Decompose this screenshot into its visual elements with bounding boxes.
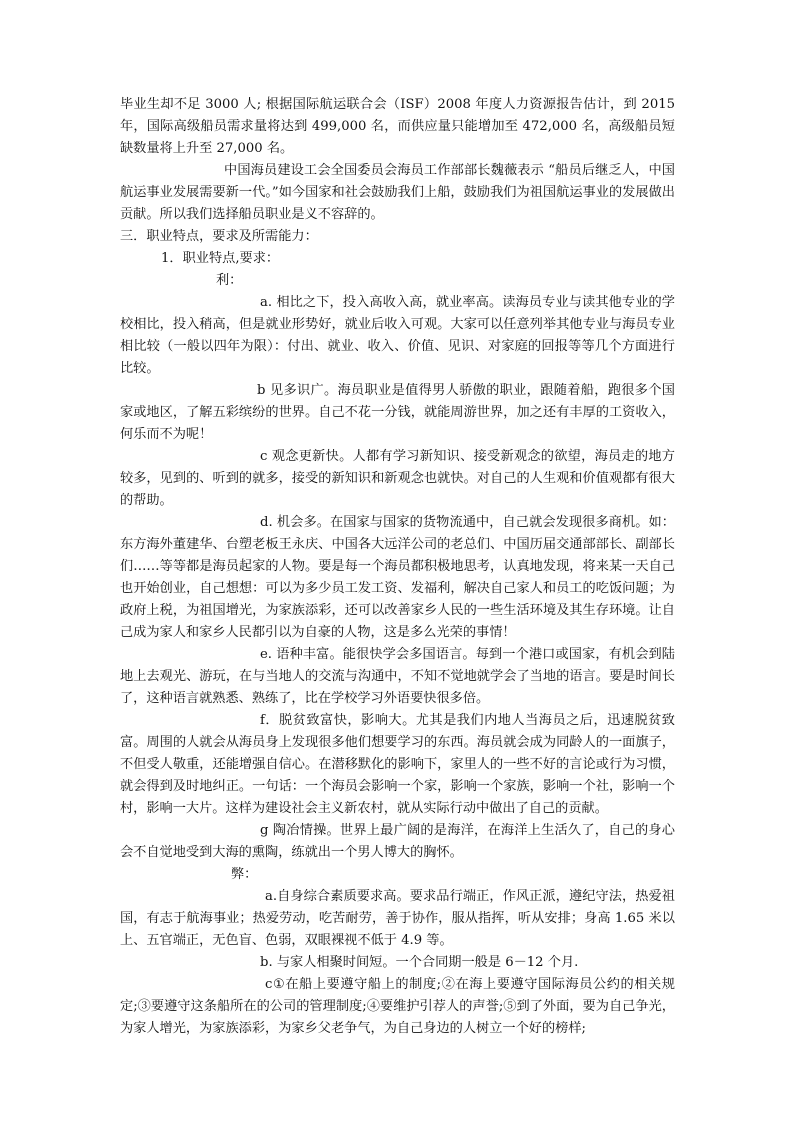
- con-item-a: a.自身综合素质要求高。要求品行端正，作风正派，遵纪守法，热爱祖国，有志于航海事业；热爱劳动，吃苦耐劳，善于协作，服从指挥，听从安排；身高 1.65 米以上、五官端正，无色盲、色弱，双眼裸视不低于 4.9 等。: [120, 889, 675, 948]
- document-body: [120, 94, 675, 1040]
- subsection-heading-1: 1．职业特点,要求：: [161, 251, 280, 266]
- section-heading-3: 三．职业特点，要求及所需能力：: [120, 229, 318, 244]
- pro-item-f: f．脱贫致富快，影响大。尤其是我们内地人当海员之后，迅速脱贫致富。周围的人就会从海员身上发现很多他们想要学习的东西。海员就会成为同龄人的一面旗子，不但受人敬重，还能增强自信心。在潜移默化的影响下，家里人的一些不好的言论或行为习惯，就会得到及时地纠正。一句话：一个海员会影响一个家，影响一个家族，影响一个社，影响一个村，影响一大片。这样为建设社会主义新农村，就从实际行动中做出了自己的贡献。: [120, 713, 675, 816]
- paragraph-union-quote: 中国海员建设工会全国委员会海员工作部部长魏薇表示 “船员后继乏人，中国航运事业发展需要新一代。”如今国家和社会鼓励我们上船，鼓励我们为祖国航运事业的发展做出贡献。所以我们选择船员职业是义不容辞的。: [120, 163, 675, 222]
- pro-item-d: d. 机会多。在国家与国家的货物流通中，自己就会发现很多商机。如：东方海外董建华、台塑老板王永庆、中国各大远洋公司的老总们、中国历届交通部部长、副部长们……等等都是海员起家的人物。要是每一个海员都积极地思考，认真地发现，将来某一天自己也开始创业，自己想想：可以为多少员工发工资、发福利，解决自己家人和员工的吃饭问题；为政府上税，为祖国增光，为家族添彩，还可以改善家乡人民的一些生活环境及其生存环境。让自己成为家人和家乡人民都引以为自豪的人物，这是多么光荣的事情！: [120, 515, 675, 640]
- pro-item-c: c 观念更新快。人都有学习新知识、接受新观念的欲望，海员走的地方较多，见到的、听到的就多，接受的新知识和新观念也就快。对自己的人生观和价值观都有很大的帮助。: [120, 449, 675, 508]
- pros-heading: 利：: [216, 273, 243, 288]
- con-item-c: c①在船上要遵守船上的制度;②在海上要遵守国际海员公约的相关规定;③要遵守这条船所在的公司的管理制度;④要维护引荐人的声誉;⑤到了外面，要为自己争光，为家人增光，为家族添彩，为家乡父老争气，为自己身边的人树立一个好的榜样;: [120, 977, 675, 1036]
- pro-item-g: g 陶冶情操。世界上最广阔的是海洋，在海洋上生活久了，自己的身心会不自觉地受到大海的熏陶，练就出一个男人博大的胸怀。: [120, 823, 675, 860]
- pro-item-a: a. 相比之下，投入高收入高，就业率高。读海员专业与读其他专业的学校相比，投入稍高，但是就业形势好，就业后收入可观。大家可以任意列举其他专业与海员专业相比较（一般以四年为限）：付出、就业、收入、价值、见识、对家庭的回报等等几个方面进行比较。: [120, 295, 675, 376]
- paragraph-shortage-stats: 毕业生却不足 3000 人; 根据国际航运联合会（ISF）2008 年度人力资源报告估计，到 2015 年，国际高级船员需求量将达到 499,000 名，而供应量只能增加至 472,000 名，高级船员短缺数量将上升至 27,000 名。: [120, 97, 675, 156]
- pro-item-b: b 见多识广。海员职业是值得男人骄傲的职业，跟随着船，跑很多个国家或地区，了解五彩缤纷的世界。自己不花一分钱，就能周游世界，加之还有丰厚的工资收入，何乐而不为呢！: [120, 383, 675, 442]
- con-item-b: b. 与家人相聚时间短。一个合同期一般是 6－12 个月.: [260, 955, 579, 970]
- pro-item-e: e. 语种丰富。能很快学会多国语言。每到一个港口或国家，有机会到陆地上去观光、游玩，在与当地人的交流与沟通中，不知不觉地就学会了当地的语言。要是时间长了，这种语言就熟悉、熟练了，比在学校学习外语要快很多倍。: [120, 647, 675, 706]
- cons-heading: 弊：: [231, 867, 258, 882]
